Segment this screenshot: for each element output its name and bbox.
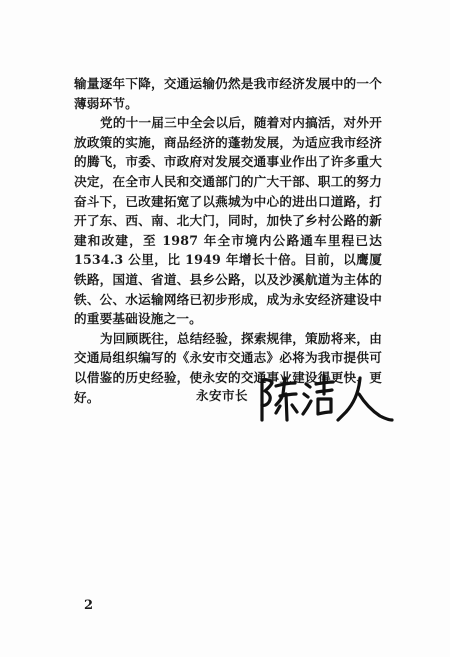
signer-title: 永安市长 — [196, 388, 249, 403]
body-text — [74, 74, 382, 407]
signature-block — [196, 372, 396, 428]
page-number: 2 — [84, 598, 94, 613]
paragraph-development: 党的十一届三中全会以后，随着对内搞活，对外开放政策的实施，商品经济的蓬勃发展，为适应我市经济的腾飞，市委、市政府对发展交通事业作出了许多重大决定，在全市人民和交通部门的广大干部、职工的努力奋斗下，已改建拓宽了以燕城为中心的进出口道路，打开了东、西、南、北大门，同时，加快了乡村公路的新建和改建，至 1987 年全市境内公路通车里程已达 1534.3 公里，比 1949 年增长十倍。目前，以鹰厦铁路，国道、省道、县乡公路，以及沙溪航道为主体的铁、公、水运输网络已初步形成，成为永安经济建设中的重要基础设施之一。 — [74, 115, 382, 327]
handwritten-signature — [256, 372, 396, 428]
paragraph-continued: 输量逐年下降，交通运输仍然是我市经济发展中的一个薄弱环节。 — [74, 76, 382, 111]
paragraph-conclusion: 为回顾既往，总结经验，探索规律，策励将来，由交通局组织编写的《永安市交通志》必将为我市提供可以借鉴的历史经验，使永安的交通事业建设得更快、更好。 — [74, 330, 382, 405]
